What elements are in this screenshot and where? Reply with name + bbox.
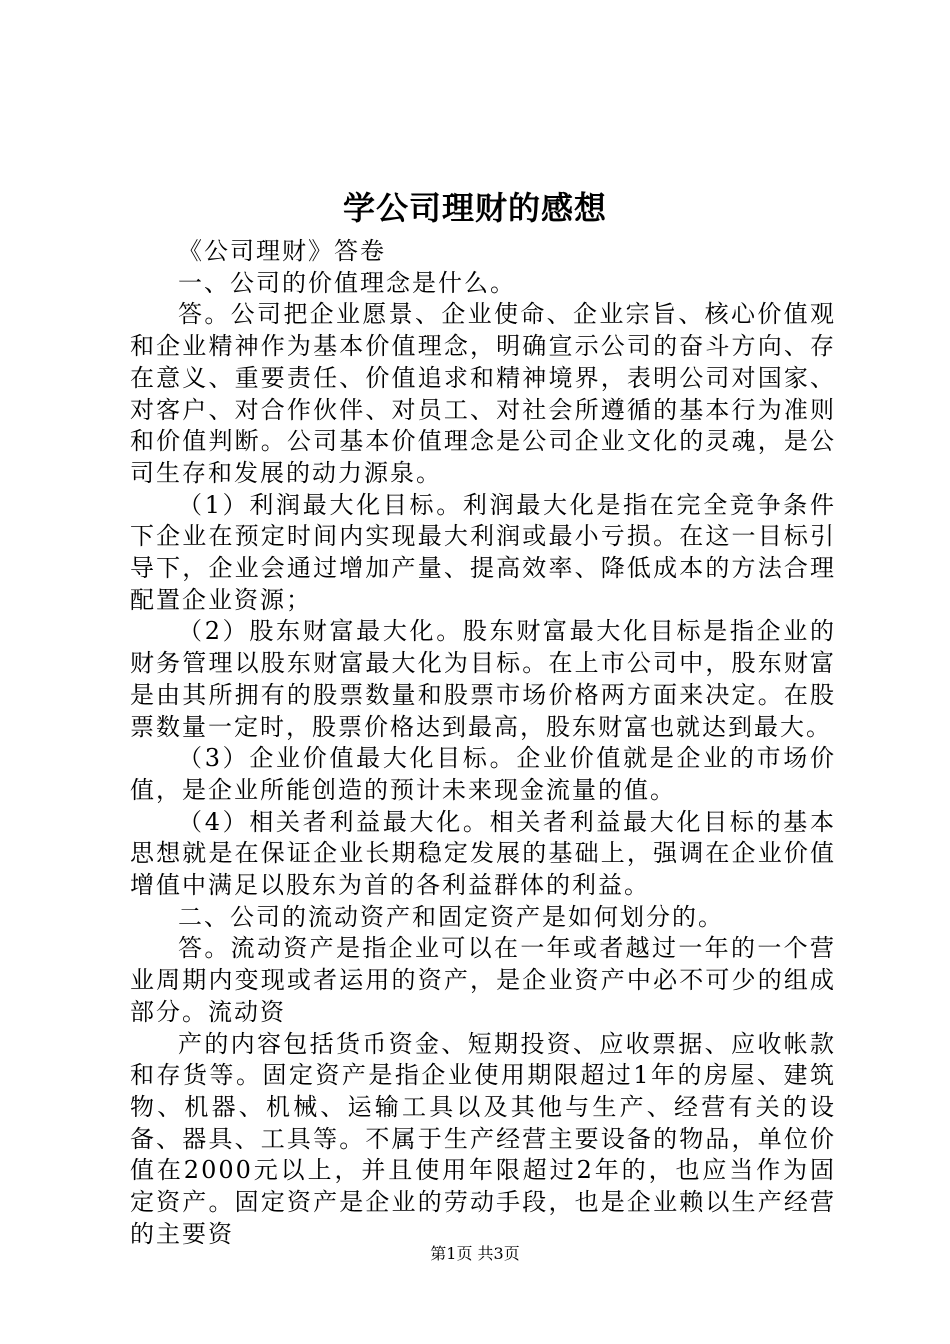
page-footer: 第1页 共3页 xyxy=(430,1244,520,1263)
document-title: 学公司理财的感想 xyxy=(342,189,607,227)
answer-one: 答。公司把企业愿景、企业使命、企业宗旨、核心价值观和企业精神作为基本价值理念，明确宣示公司的奋斗方向、存在意义、重要责任、价值追求和精神境界，表明公司对国家、对客户、对合作伙伴、对员工、对社会所遵循的基本行为准则和价值判断。公司基本价值理念是公司企业文化的灵魂，是公司生存和发展的动力源泉。 xyxy=(130,300,836,487)
question-one: 一、公司的价值理念是什么。 xyxy=(178,268,516,297)
point-stakeholder-interest: （4）相关者利益最大化。相关者利益最大化目标的基本思想就是在保证企业长期稳定发展的基础上，强调在企业价值增值中满足以股东为首的各利益群体的利益。 xyxy=(130,807,836,900)
point-shareholder-wealth: （2）股东财富最大化。股东财富最大化目标是指企业的财务管理以股东财富最大化为目标。在上市公司中，股东财富是由其所拥有的股票数量和股票市场价格两方面来决定。在股票数量一定时，股票价格达到最高，股东财富也就达到最大。 xyxy=(130,617,836,741)
answer-two-continued: 产的内容包括货币资金、短期投资、应收票据、应收帐款和存货等。固定资产是指企业使用期限超过1年的房屋、建筑物、机器、机械、运输工具以及其他与生产、经营有关的设备、器具、工具等。不属于生产经营主要设备的物品，单位价值在2000元以上，并且使用年限超过2年的，也应当作为固定资产。固定资产是企业的劳动手段，也是企业赖以生产经营的主要资 xyxy=(130,1029,836,1248)
paragraph-heading: 《公司理财》答卷 xyxy=(178,237,386,265)
point-profit-maximization: （1）利润最大化目标。利润最大化是指在完全竞争条件下企业在预定时间内实现最大利润或最小亏损。在这一目标引导下，企业会通过增加产量、提高效率、降低成本的方法合理配置企业资源； xyxy=(130,490,836,614)
answer-two: 答。流动资产是指企业可以在一年或者越过一年的一个营业周期内变现或者运用的资产，是企业资产中必不可少的组成部分。流动资 xyxy=(130,934,836,1026)
question-two: 二、公司的流动资产和固定资产是如何划分的。 xyxy=(178,902,724,931)
document-body xyxy=(130,236,836,1251)
point-enterprise-value: （3）企业价值最大化目标。企业价值就是企业的市场价值，是企业所能创造的预计未来现金流量的值。 xyxy=(130,744,836,804)
